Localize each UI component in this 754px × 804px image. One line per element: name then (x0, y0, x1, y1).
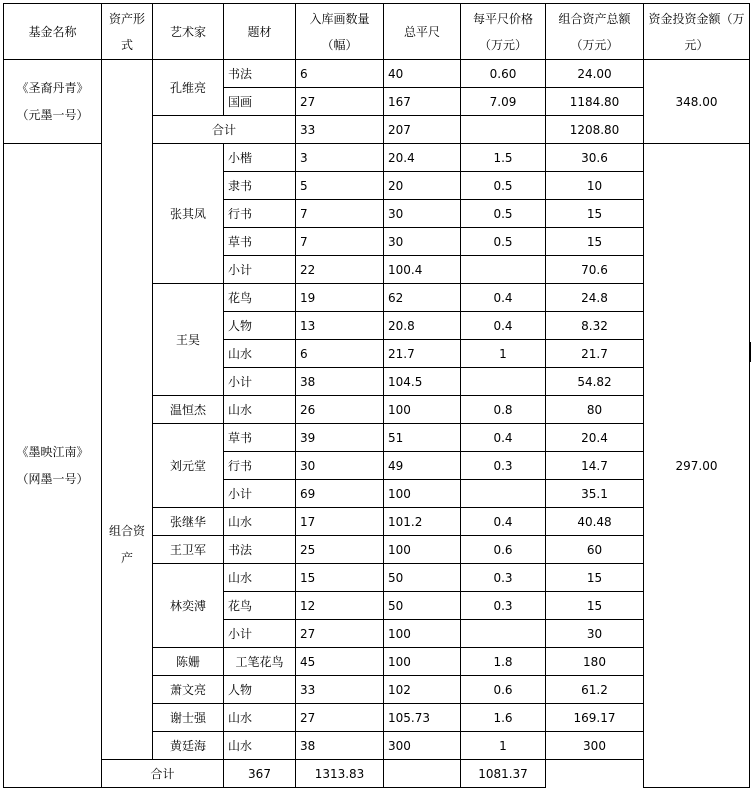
subject-cell: 草书 (224, 228, 296, 256)
total-cell: 14.7 (546, 452, 644, 480)
area-cell: 100.4 (384, 256, 461, 284)
subject-cell: 小楷 (224, 144, 296, 172)
artist-wang: 王昊 (153, 284, 224, 396)
subject-cell: 书法 (224, 536, 296, 564)
price-cell (461, 620, 546, 648)
price-cell (461, 116, 546, 144)
total-cell: 8.32 (546, 312, 644, 340)
total-cell: 70.6 (546, 256, 644, 284)
count-cell: 5 (296, 172, 384, 200)
total-cell: 300 (546, 732, 644, 760)
total-cell: 80 (546, 396, 644, 424)
fund1-name: 《圣裔丹青》（元墨一号） (4, 60, 102, 144)
price-cell: 1.6 (461, 704, 546, 732)
artist-xiao: 萧文亮 (153, 676, 224, 704)
price-cell: 0.3 (461, 452, 546, 480)
area-cell: 20.8 (384, 312, 461, 340)
price-cell: 0.3 (461, 592, 546, 620)
header-total: 组合资产总额（万元） (546, 4, 644, 60)
count-cell: 30 (296, 452, 384, 480)
header-subject: 题材 (224, 4, 296, 60)
subject-cell: 书法 (224, 60, 296, 88)
area-cell: 49 (384, 452, 461, 480)
area-cell: 20.4 (384, 144, 461, 172)
total-cell: 15 (546, 564, 644, 592)
subject-cell: 花鸟 (224, 284, 296, 312)
subject-cell: 草书 (224, 424, 296, 452)
total-cell: 60 (546, 536, 644, 564)
total-cell: 15 (546, 228, 644, 256)
fund2-name-label: 《墨映江南》（网墨一号） (16, 444, 89, 486)
header-invest: 资金投资金额（万元） (644, 4, 750, 60)
count-cell: 26 (296, 396, 384, 424)
price-cell: 0.4 (461, 312, 546, 340)
header-artist: 艺术家 (153, 4, 224, 60)
area-cell: 40 (384, 60, 461, 88)
fund2-name (4, 144, 102, 788)
subject-cell: 隶书 (224, 172, 296, 200)
asset-form-label: 组合资产 (108, 523, 145, 565)
area-cell: 20 (384, 172, 461, 200)
total-cell: 30.6 (546, 144, 644, 172)
total-cell: 35.1 (546, 480, 644, 508)
count-cell: 6 (296, 340, 384, 368)
area-cell: 30 (384, 200, 461, 228)
subject-cell: 山水 (224, 732, 296, 760)
header-count: 入库画数量（幅） (296, 4, 384, 60)
fund1-artist: 孔维亮 (153, 60, 224, 116)
asset-form-cell (102, 60, 153, 760)
header-row (4, 4, 750, 60)
count-cell: 6 (296, 60, 384, 88)
subject-cell: 小计 (224, 368, 296, 396)
artist-wen: 温恒杰 (153, 396, 224, 424)
total-cell: 10 (546, 172, 644, 200)
count-cell: 39 (296, 424, 384, 452)
area-cell: 104.5 (384, 368, 461, 396)
price-cell: 0.60 (461, 60, 546, 88)
area-cell: 21.7 (384, 340, 461, 368)
count-cell: 38 (296, 368, 384, 396)
price-cell: 1.8 (461, 648, 546, 676)
count-cell: 13 (296, 312, 384, 340)
count-cell: 27 (296, 88, 384, 116)
subject-cell: 人物 (224, 676, 296, 704)
subject-cell: 山水 (224, 396, 296, 424)
count-cell: 15 (296, 564, 384, 592)
area-cell: 50 (384, 592, 461, 620)
price-cell: 0.4 (461, 424, 546, 452)
area-cell: 207 (384, 116, 461, 144)
fund-asset-table (3, 3, 750, 788)
subject-cell: 山水 (224, 508, 296, 536)
count-cell: 17 (296, 508, 384, 536)
artist-zhang: 张其凤 (153, 144, 224, 284)
area-cell: 167 (384, 88, 461, 116)
header-asset-form: 资产形式 (102, 4, 153, 60)
price-cell (384, 760, 461, 788)
price-cell (461, 368, 546, 396)
count-cell: 27 (296, 704, 384, 732)
area-cell: 105.73 (384, 704, 461, 732)
price-cell: 1 (461, 732, 546, 760)
count-cell: 69 (296, 480, 384, 508)
header-price: 每平尺价格（万元） (461, 4, 546, 60)
total-cell: 24.00 (546, 60, 644, 88)
artist-wangwj: 王卫军 (153, 536, 224, 564)
total-cell: 169.17 (546, 704, 644, 732)
count-cell: 25 (296, 536, 384, 564)
total-cell: 24.8 (546, 284, 644, 312)
subject-cell: 花鸟 (224, 592, 296, 620)
fund1-invest: 348.00 (644, 60, 750, 144)
price-cell: 1 (461, 340, 546, 368)
total-cell: 54.82 (546, 368, 644, 396)
count-cell: 12 (296, 592, 384, 620)
price-cell: 0.5 (461, 228, 546, 256)
area-cell: 300 (384, 732, 461, 760)
artist-chen: 陈姗 (153, 648, 224, 676)
total-cell: 1081.37 (461, 760, 546, 788)
subject-cell: 国画 (224, 88, 296, 116)
total-cell: 30 (546, 620, 644, 648)
count-cell: 33 (296, 676, 384, 704)
table-row (4, 60, 750, 88)
total-cell: 20.4 (546, 424, 644, 452)
fund2-invest: 297.00 (644, 144, 750, 788)
area-cell: 100 (384, 536, 461, 564)
area-cell: 100 (384, 620, 461, 648)
total-cell: 180 (546, 648, 644, 676)
count-cell: 38 (296, 732, 384, 760)
area-cell: 100 (384, 648, 461, 676)
subject-cell: 行书 (224, 452, 296, 480)
artist-huang: 黄廷海 (153, 732, 224, 760)
total-cell: 21.7 (546, 340, 644, 368)
subject-cell: 人物 (224, 312, 296, 340)
fund1-subtotal-label: 合计 (153, 116, 296, 144)
price-cell: 0.6 (461, 536, 546, 564)
price-cell: 7.09 (461, 88, 546, 116)
total-cell: 1208.80 (546, 116, 644, 144)
price-cell (461, 480, 546, 508)
text-cursor (749, 342, 751, 362)
area-cell: 50 (384, 564, 461, 592)
artist-lin: 林奕溥 (153, 564, 224, 648)
count-cell: 7 (296, 200, 384, 228)
subject-cell: 小计 (224, 256, 296, 284)
area-cell: 1313.83 (296, 760, 384, 788)
area-cell: 102 (384, 676, 461, 704)
subject-cell: 小计 (224, 480, 296, 508)
count-cell: 7 (296, 228, 384, 256)
subject-cell: 小计 (224, 620, 296, 648)
table-row (4, 760, 750, 788)
area-cell: 51 (384, 424, 461, 452)
count-cell: 19 (296, 284, 384, 312)
subject-cell: 行书 (224, 200, 296, 228)
total-cell: 15 (546, 200, 644, 228)
header-area: 总平尺 (384, 4, 461, 60)
artist-liu: 刘元堂 (153, 424, 224, 508)
artist-xie: 谢士强 (153, 704, 224, 732)
artist-zhangjh: 张继华 (153, 508, 224, 536)
area-cell: 100 (384, 480, 461, 508)
count-cell: 27 (296, 620, 384, 648)
price-cell: 0.4 (461, 508, 546, 536)
price-cell: 0.8 (461, 396, 546, 424)
total-cell: 1184.80 (546, 88, 644, 116)
price-cell: 0.5 (461, 172, 546, 200)
total-cell: 40.48 (546, 508, 644, 536)
price-cell (461, 256, 546, 284)
subject-cell: 山水 (224, 340, 296, 368)
count-cell: 3 (296, 144, 384, 172)
fund2-total-label: 合计 (102, 760, 224, 788)
price-cell: 1.5 (461, 144, 546, 172)
subject-cell: 工笔花鸟 (224, 648, 296, 676)
header-fund-name: 基金名称 (4, 4, 102, 60)
count-cell: 45 (296, 648, 384, 676)
price-cell: 0.6 (461, 676, 546, 704)
area-cell: 101.2 (384, 508, 461, 536)
count-cell: 33 (296, 116, 384, 144)
price-cell: 0.4 (461, 284, 546, 312)
price-cell: 0.5 (461, 200, 546, 228)
total-cell: 15 (546, 592, 644, 620)
area-cell: 62 (384, 284, 461, 312)
subject-cell: 山水 (224, 564, 296, 592)
area-cell: 100 (384, 396, 461, 424)
count-cell: 22 (296, 256, 384, 284)
subject-cell: 山水 (224, 704, 296, 732)
count-cell: 367 (224, 760, 296, 788)
area-cell: 30 (384, 228, 461, 256)
total-cell: 61.2 (546, 676, 644, 704)
price-cell: 0.3 (461, 564, 546, 592)
